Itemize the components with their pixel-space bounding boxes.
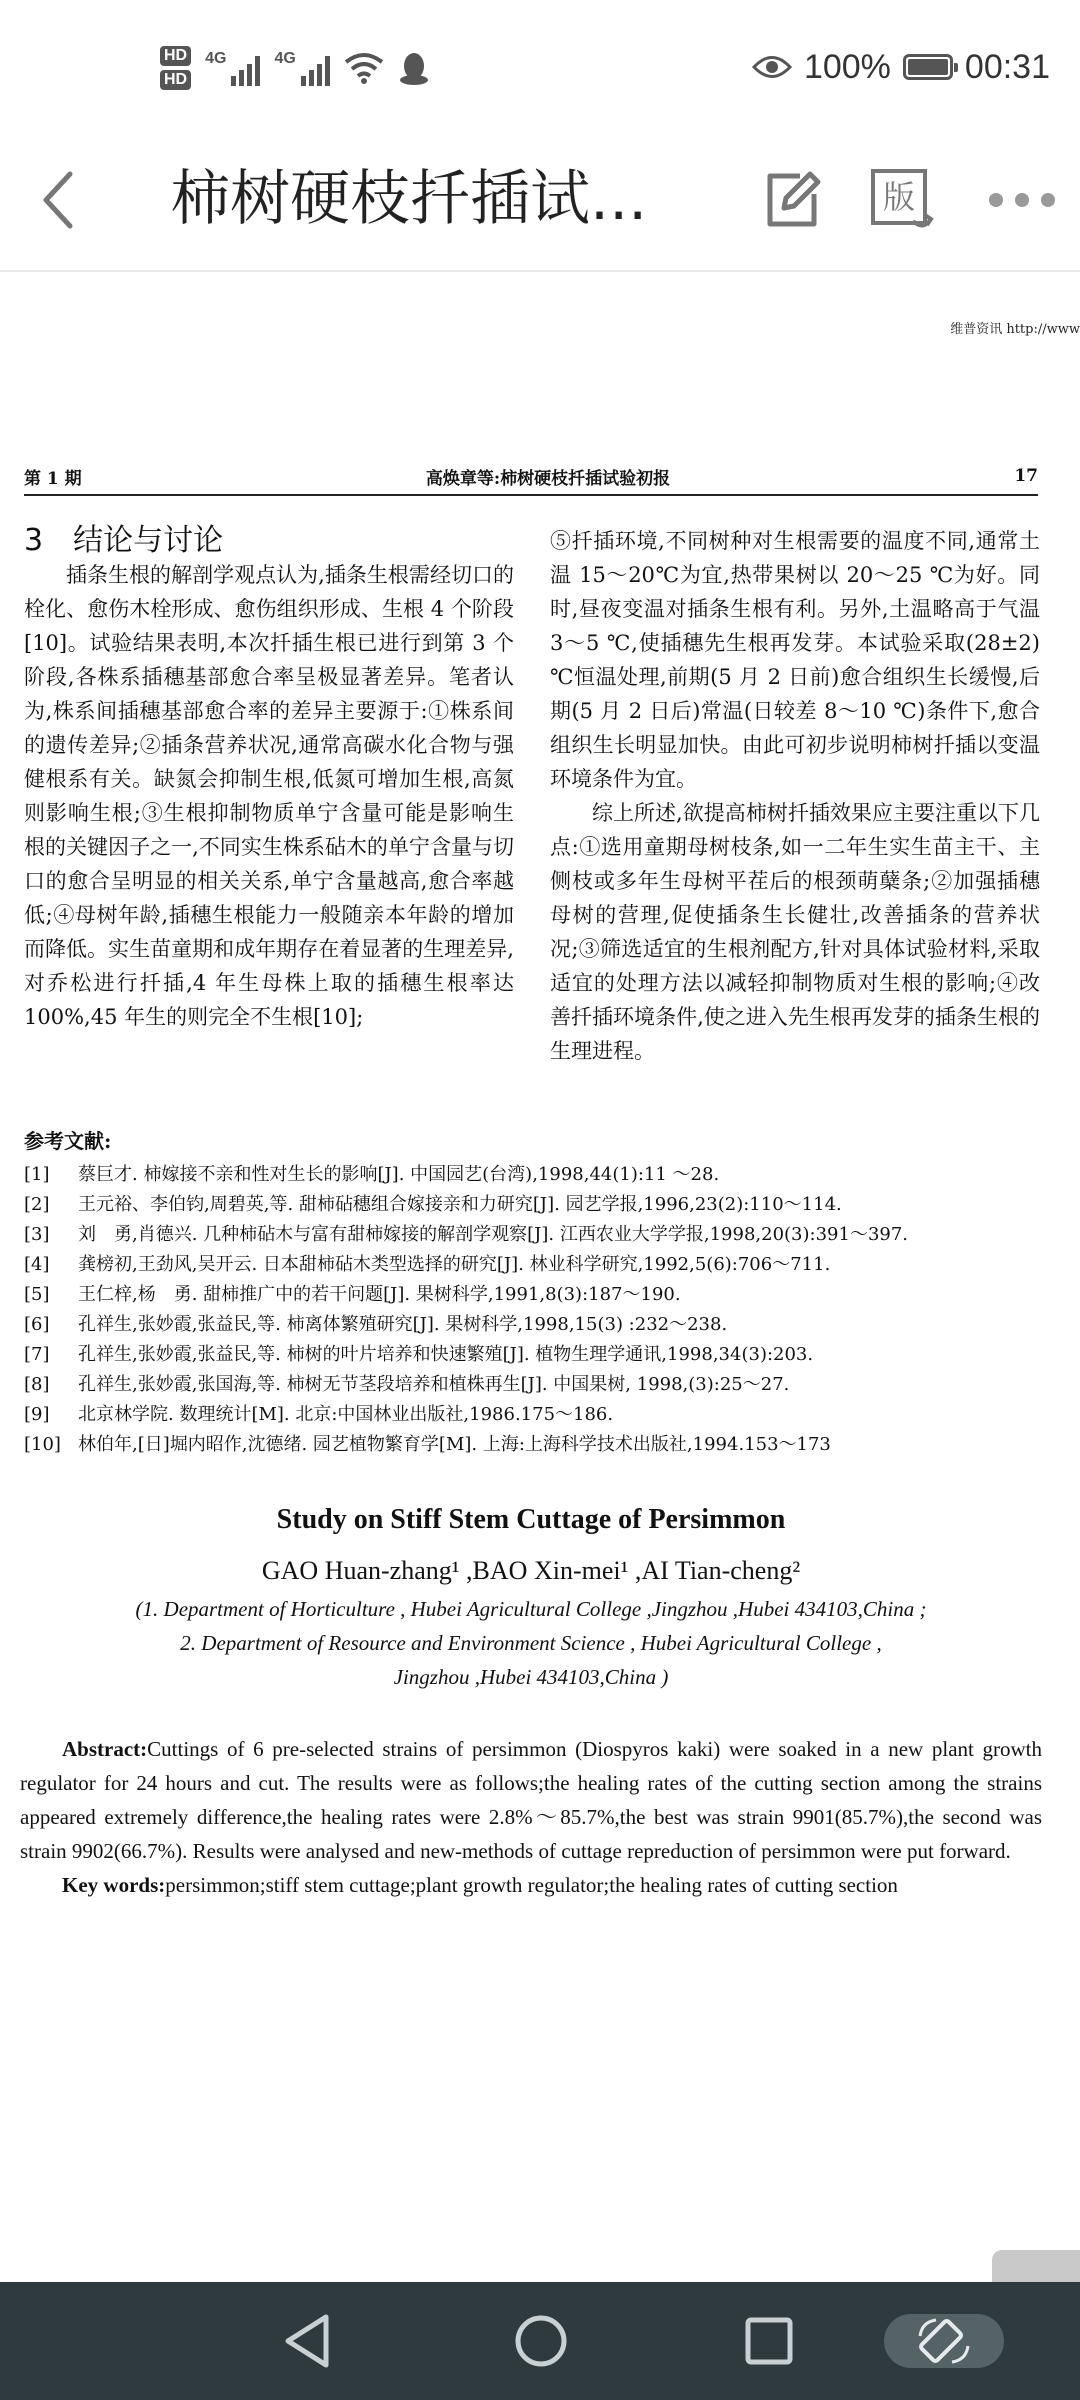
watermark: 维普资讯 http://www	[950, 322, 1080, 337]
navigation-bar	[0, 2282, 1080, 2400]
document-title: 柿树硬枝扦插试...	[170, 164, 648, 234]
abstract-label: Abstract:	[62, 1737, 148, 1761]
keywords-paragraph	[20, 1868, 1042, 1902]
reference-text: 蔡巨才. 柿嫁接不亲和性对生长的影响[J]. 中国园艺(台湾),1998,44(1):11 ～28.	[78, 1164, 720, 1185]
reference-number: [3]	[24, 1224, 50, 1245]
running-title: 高焕章等:柿树硬枝扦插试验初报	[425, 468, 671, 489]
reference-number: [9]	[24, 1404, 50, 1425]
issue-label: 第 1 期	[24, 468, 82, 489]
keywords-text: persimmon;stiff stem cuttage;plant growth regulator;the healing rates of cutting section	[165, 1873, 898, 1897]
reference-text: 孔祥生,张妙霞,张国海,等. 柿树无节茎段培养和植株再生[J]. 中国果树, 1998,(3):25～27.	[78, 1374, 790, 1395]
affiliation-line: 2. Department of Resource and Environment Science , Hubei Agricultural College ,	[180, 1631, 882, 1655]
reference-item	[24, 1430, 1050, 1460]
back-icon	[40, 170, 76, 230]
english-abstract	[20, 1732, 1042, 1902]
battery-icon	[903, 54, 953, 80]
version-switch-icon	[867, 165, 937, 235]
edit-button[interactable]	[752, 160, 832, 240]
reference-number: [8]	[24, 1374, 50, 1395]
hd-badge-2: HD	[160, 70, 191, 90]
reference-text: 孔祥生,张妙霞,张益民,等. 柿树的叶片培养和快速繁殖[J]. 植物生理学通讯,1998,34(3):203.	[78, 1344, 814, 1365]
reference-text: 北京林学院. 数理统计[M]. 北京:中国林业出版社,1986.175～186.	[78, 1404, 614, 1425]
paragraph: ⑤扦插环境,不同树种对生根需要的温度不同,通常土温 15～20℃为宜,热带果树以 20～25 ℃为好。同时,昼夜变温对插条生根有利。另外,土温略高于气温 3～5 ℃,使插穗先生根再发芽。本试验采取(28±2) ℃恒温处理,前期(5 月 2 日前)愈合组织生长缓慢,后期(5 月 2 日后)常温(日较差 8～10 ℃)条件下,愈合组织生长明显加快。由此可初步说明柿树扦插以变温环境条件为宜。	[550, 529, 1040, 791]
reference-item	[24, 1190, 1050, 1220]
paragraph: 综上所述,欲提高柿树扦插效果应主要注重以下几点:①选用童期母树枝条,如一二年生实生苗主干、主侧枝或多年生母树平茬后的根颈萌蘖条;②加强插穗母树的营理,促使插条生长健壮,改善插条的营养状况;③筛选适宜的生根剂配方,针对具体试验材料,采取适宜的处理方法以减轻抑制物质对生根的影响;④改善扦插环境条件,使之进入先生根再发芽的插条生根的生理进程。	[550, 801, 1040, 1063]
qq-icon	[398, 50, 430, 86]
back-button[interactable]	[28, 160, 88, 240]
more-icon	[986, 190, 1058, 210]
reference-number: [10]	[24, 1434, 61, 1455]
clock: 00:31	[964, 47, 1050, 86]
back-triangle-icon	[282, 2313, 332, 2369]
hd-badge-1: HD	[160, 46, 191, 66]
keywords-label: Key words:	[62, 1873, 166, 1897]
recents-square-icon	[744, 2316, 794, 2366]
reference-item	[24, 1160, 1050, 1190]
reference-text: 孔祥生,张妙霞,张益民,等. 柿离体繁殖研究[J]. 果树科学,1998,15(3) :232～238.	[78, 1314, 728, 1335]
reference-item	[24, 1250, 1050, 1280]
hd-icon	[160, 46, 191, 90]
home-circle-icon	[513, 2313, 569, 2369]
rotate-screen-icon	[914, 2316, 974, 2366]
nav-home-button[interactable]	[496, 2304, 586, 2378]
reference-number: [7]	[24, 1344, 50, 1365]
affiliation-line: (1. Department of Horticulture , Hubei Agricultural College ,Jingzhou ,Hubei 434103,China ;	[135, 1597, 927, 1621]
abstract-text: Cuttings of 6 pre-selected strains of persimmon (Diospyros kaki) were soaked in a new plant growth regulator for 24 hours and cut. The results were as follows;the healing rates of the cutting section among the strains appeared extremely difference,the healing rates were 2.8%～85.7%,the best was strain 9901(85.7%),the second was strain 9902(66.7%). Results were analysed and new-methods of cuttage repreduction of persimmon were put forward.	[20, 1737, 1042, 1863]
signal-label-2: 4G	[274, 50, 296, 67]
version-label: 版	[882, 178, 916, 216]
reference-item	[24, 1310, 1050, 1340]
reference-text: 王元裕、李伯钧,周碧英,等. 甜柿砧穗组合嫁接亲和力研究[J]. 园艺学报,1996,23(2):110～114.	[78, 1194, 842, 1215]
reference-item	[24, 1280, 1050, 1310]
status-left	[160, 38, 430, 98]
rotate-screen-button[interactable]	[884, 2314, 1004, 2368]
right-column	[550, 524, 1040, 1068]
nav-recents-button[interactable]	[724, 2304, 814, 2378]
signal-label: 4G	[205, 50, 227, 67]
reference-item	[24, 1370, 1050, 1400]
reference-number: [2]	[24, 1194, 50, 1215]
reference-text: 刘 勇,肖德兴. 几种柿砧木与富有甜柿嫁接的解剖学观察[J]. 江西农业大学学报,1998,20(3):391～397.	[78, 1224, 909, 1245]
signal-icon	[205, 50, 260, 86]
section-heading: 3 结论与讨论	[24, 523, 224, 558]
status-right	[752, 42, 1050, 92]
page-number: 17	[1014, 466, 1038, 486]
edit-icon	[760, 168, 824, 232]
paragraph: 插条生根的解剖学观点认为,插条生根需经切口的栓化、愈伤木栓形成、愈伤组织形成、生根 4 个阶段[10]。试验结果表明,本次扦插生根已进行到第 3 个阶段,各株系插穗基部愈合率呈极显著差异。笔者认为,株系间插穗基部愈合率的差异主要源于:①株系间的遗传差异;②插条营养状况,通常高碳水化合物与强健根系有关。缺氮会抑制生根,低氮可增加生根,高氮则影响生根;③生根抑制物质单宁含量可能是影响生根的关键因子之一,不同实生株系砧木的单宁含量与切口的愈合呈明显的相关关系,单宁含量越高,愈合率越低;④母树年龄,插穗生根能力一般随亲本年龄的增加而降低。实生苗童期和成年期存在着显著的生理差异,对乔松进行扦插,4 年生母株上取的插穗生根率达 100%,45 年生的则完全不生根[10];	[24, 563, 514, 1029]
header-rule	[24, 494, 1038, 496]
reference-text: 龚榜初,王劲风,吴开云. 日本甜柿砧木类型选择的研究[J]. 林业科学研究,1992,5(6):706～711.	[78, 1254, 831, 1275]
version-switch-button[interactable]	[862, 160, 942, 240]
english-authors: GAO Huan-zhang¹ ,BAO Xin-mei¹ ,AI Tian-cheng²	[261, 1556, 801, 1585]
english-title: Study on Stiff Stem Cuttage of Persimmon	[276, 1504, 786, 1535]
references-heading: 参考文献:	[24, 1129, 112, 1153]
reference-number: [6]	[24, 1314, 50, 1335]
nav-back-button[interactable]	[262, 2304, 352, 2378]
reference-number: [4]	[24, 1254, 50, 1275]
reference-number: [5]	[24, 1284, 50, 1305]
eye-icon	[752, 54, 792, 80]
english-header	[20, 1504, 1042, 1694]
affiliation-line: Jingzhou ,Hubei 434103,China )	[393, 1665, 669, 1689]
signal-icon-2	[274, 50, 329, 86]
abstract-paragraph	[20, 1732, 1042, 1868]
reference-text: 王仁梓,杨 勇. 甜柿推广中的若干问题[J]. 果树科学,1991,8(3):187～190.	[78, 1284, 681, 1305]
running-head	[24, 462, 1038, 490]
more-button[interactable]	[972, 160, 1072, 240]
wifi-icon	[344, 52, 384, 84]
reference-item	[24, 1220, 1050, 1250]
status-bar	[0, 0, 1080, 130]
battery-percent: 100%	[803, 47, 891, 86]
reference-item	[24, 1400, 1050, 1430]
document-page[interactable]	[0, 272, 1080, 2282]
reference-text: 林伯年,[日]堀内昭作,沈德绪. 园艺植物繁育学[M]. 上海:上海科学技术出版社,1994.153～173	[78, 1434, 831, 1455]
references	[24, 1126, 1050, 1460]
left-column	[24, 524, 514, 1034]
reference-item	[24, 1340, 1050, 1370]
reference-number: [1]	[24, 1164, 50, 1185]
title-bar	[0, 130, 1080, 272]
